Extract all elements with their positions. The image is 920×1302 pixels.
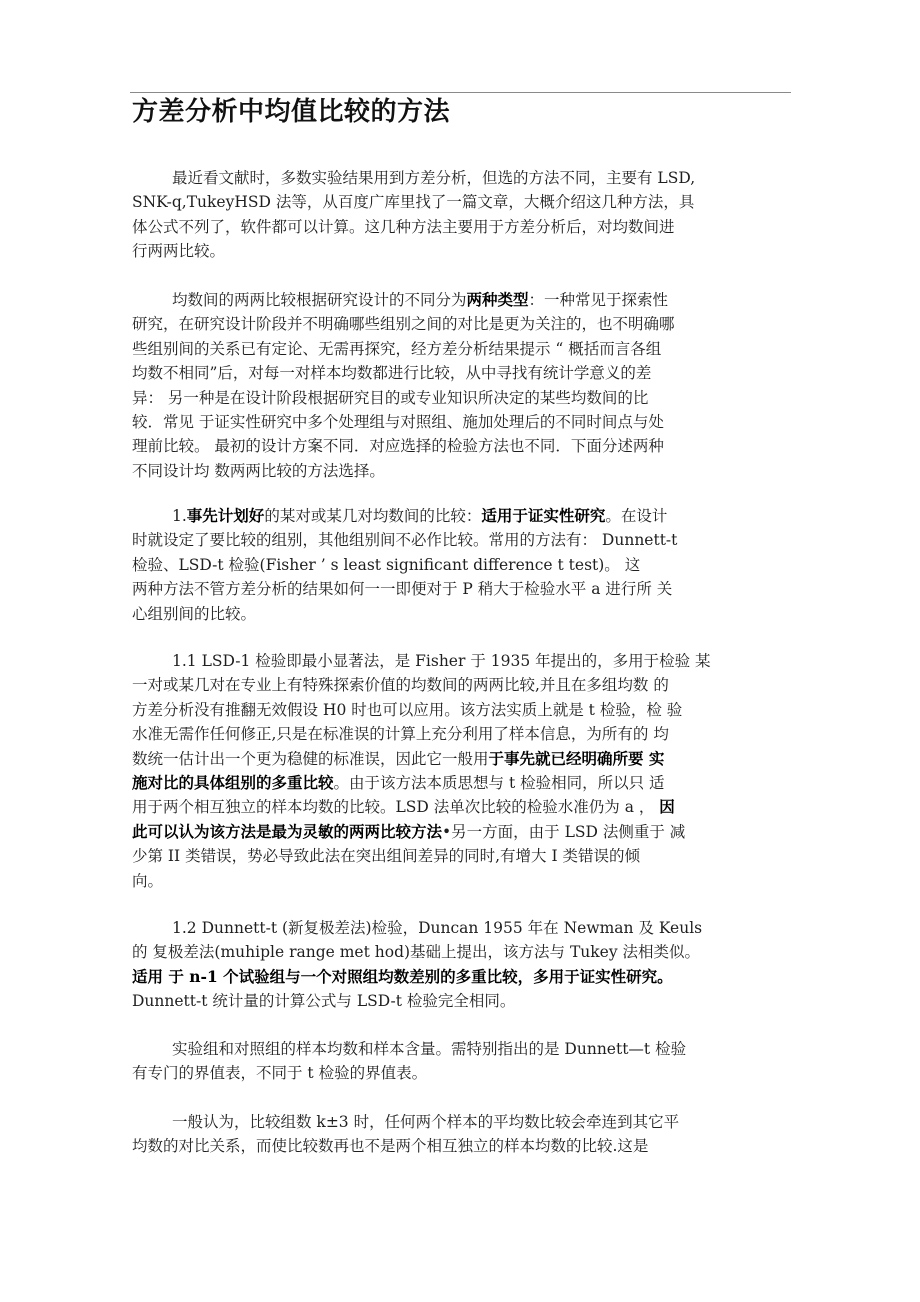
text-run: 水准无需作任何修正,只是在标准误的计算上充分利用了样本信息，为所有的 均 bbox=[132, 725, 669, 744]
text-line bbox=[132, 215, 792, 239]
paragraph-intro bbox=[132, 166, 792, 264]
paragraph-k-groups bbox=[132, 1110, 792, 1159]
text-run: 方差分析没有推翻无效假设 H0 时也可以应用。该方法实质上就是 t 检验，检 验 bbox=[132, 700, 683, 719]
text-run: 体公式不列了，软件都可以计算。这几种方法主要用于方差分析后，对均数间进 bbox=[132, 217, 675, 236]
text-run: 行两两比较。 bbox=[132, 242, 226, 261]
text-run: 异： 另一种是在设计阶段根据研究目的或专业知识所决定的某些均数间的比 bbox=[132, 388, 649, 407]
text-run: 数统一估计出一个更为稳健的标准误，因此它一般用 bbox=[132, 749, 489, 768]
text-line bbox=[132, 649, 792, 673]
text-line bbox=[132, 722, 792, 746]
text-line bbox=[132, 528, 792, 552]
text-run: •另一方面，由于 LSD 法侧重于 减 bbox=[442, 822, 686, 841]
paragraph-dunnett-table bbox=[132, 1037, 792, 1086]
paragraph-section-1 bbox=[132, 504, 792, 626]
text-run: 均数间的两两比较根据研究设计的不同分为 bbox=[172, 291, 467, 309]
text-run: 1. bbox=[172, 507, 187, 525]
text-line bbox=[132, 771, 792, 795]
text-line bbox=[132, 1037, 792, 1061]
paragraph-two-types bbox=[132, 288, 792, 483]
text-line bbox=[132, 795, 792, 819]
text-run: SNK-q,TukeyHSD 法等，从百度广库里找了一篇文章，大概介绍这几种方法，具 bbox=[132, 193, 695, 212]
text-run: ：一种常见于探索性 bbox=[528, 291, 669, 309]
text-run: 的 复极差法(muhiple range met hod)基础上提出，该方法与 Tukey 法相类似。 bbox=[132, 943, 701, 962]
bold-text: 因 bbox=[659, 797, 675, 817]
text-run: 的某对或某几对均数间的比较： bbox=[264, 507, 482, 525]
text-run: 1.1 LSD-1 检验即最小显著法，是 Fisher 于 1935 年提出的，多用于检验 某 bbox=[172, 652, 711, 670]
text-line bbox=[132, 361, 792, 385]
text-line bbox=[132, 916, 792, 940]
text-run: 用于两个相互独立的样本均数的比较。LSD 法单次比较的检验水准仍为 a ， bbox=[132, 798, 660, 817]
text-line bbox=[132, 312, 792, 336]
header-rule bbox=[130, 92, 791, 93]
text-line bbox=[132, 337, 792, 361]
text-run: 1.2 Dunnett-t (新复极差法)检验，Duncan 1955 年在 Newman 及 Keuls bbox=[172, 919, 703, 937]
text-line bbox=[132, 288, 792, 312]
text-line bbox=[132, 673, 792, 697]
text-run: 均数不相同”后，对每一对样本均数都进行比较，从中寻找有统计学意义的差 bbox=[132, 364, 652, 383]
text-line bbox=[132, 602, 792, 626]
bold-text: 事先计划好 bbox=[186, 506, 265, 525]
bold-text: 于事先就已经明确所要 实 bbox=[488, 748, 665, 768]
text-line bbox=[132, 965, 792, 989]
text-line bbox=[132, 190, 792, 214]
text-run: 一对或某几对在专业上有特殊探索价值的均数间的两两比较,并且在多组均数 的 bbox=[132, 676, 669, 695]
text-run: Dunnett-t 统计量的计算公式与 LSD-t 检验完全相同。 bbox=[132, 992, 516, 1011]
text-run: 理前比较。 最初的设计方案不同．对应选择的检验方法也不同．下面分述两种 bbox=[132, 437, 664, 456]
text-run: 最近看文献时，多数实验结果用到方差分析，但选的方法不同，主要有 LSD, bbox=[172, 169, 696, 187]
text-run: 一般认为，比较组数 k±3 时，任何两个样本的平均数比较会牵连到其它平 bbox=[172, 1113, 680, 1131]
text-run: 时就设定了要比较的组别，其他组别间不必作比较。常用的方法有： Dunnett-t bbox=[132, 531, 678, 550]
text-line bbox=[132, 239, 792, 263]
text-run: 检验、LSD-t 检验(Fisher ’ s least significant difference t test)。 这 bbox=[132, 555, 641, 574]
text-line bbox=[132, 1110, 792, 1134]
text-line bbox=[132, 820, 792, 844]
text-run: 少第 II 类错误，势必导致此法在突出组间差异的同时,有增大 I 类错误的倾 bbox=[132, 847, 641, 866]
text-line bbox=[132, 869, 792, 893]
text-line bbox=[132, 410, 792, 434]
text-run: 研究，在研究设计阶段并不明确哪些组别之间的对比是更为关注的，也不明确哪 bbox=[132, 315, 675, 334]
text-line bbox=[132, 459, 792, 483]
bold-text: 施对比的具体组别的多重比较 bbox=[132, 772, 334, 792]
text-run: 向。 bbox=[132, 871, 164, 890]
bold-text: 两种类型 bbox=[466, 290, 529, 309]
text-run: 两种方法不管方差分析的结果如何一一即便对于 P 稍大于检验水平 a 进行所 关 bbox=[132, 580, 673, 599]
text-run: 有专门的界值表，不同于 t 检验的界值表。 bbox=[132, 1064, 428, 1083]
text-line bbox=[132, 747, 792, 771]
text-line bbox=[132, 1134, 792, 1158]
text-run: 心组别间的比较。 bbox=[132, 604, 257, 623]
bold-text: 适用 于 n-1 个试验组与一个对照组均数差别的多重比较，多用于证实性研究。 bbox=[132, 966, 673, 986]
text-run: 均数的对比关系，而使比较数再也不是两个相互独立的样本均数的比较.这是 bbox=[132, 1137, 649, 1156]
text-run: 较．常见 于证实性研究中多个处理组与对照组、施加处理后的不同时间点与处 bbox=[132, 412, 664, 431]
text-run: 。在设计 bbox=[605, 507, 668, 525]
text-line bbox=[132, 504, 792, 528]
text-run: 。由于该方法本质思想与 t 检验相同，所以只 适 bbox=[333, 773, 665, 792]
text-line bbox=[132, 386, 792, 410]
text-line bbox=[132, 166, 792, 190]
text-run: 不同设计均 数两两比较的方法选择。 bbox=[132, 461, 385, 480]
text-run: 些组别间的关系已有定论、无需再探究，经方差分析结果提示 “ 概括而言各组 bbox=[132, 339, 662, 358]
bold-text: 此可以认为该方法是最为灵敏的两两比较方法 bbox=[132, 821, 443, 841]
document-title: 方差分析中均值比较的方法 bbox=[132, 97, 451, 127]
text-line bbox=[132, 989, 792, 1013]
text-line bbox=[132, 698, 792, 722]
text-line bbox=[132, 553, 792, 577]
text-line bbox=[132, 577, 792, 601]
text-line bbox=[132, 940, 792, 964]
bold-text: 适用于证实性研究 bbox=[481, 506, 606, 525]
text-run: 实验组和对照组的样本均数和样本含量。需特别指出的是 Dunnett—t 检验 bbox=[172, 1040, 687, 1058]
text-line bbox=[132, 844, 792, 868]
text-line bbox=[132, 434, 792, 458]
paragraph-section-1-1 bbox=[132, 649, 792, 893]
text-line bbox=[132, 1061, 792, 1085]
paragraph-section-1-2 bbox=[132, 916, 792, 1014]
